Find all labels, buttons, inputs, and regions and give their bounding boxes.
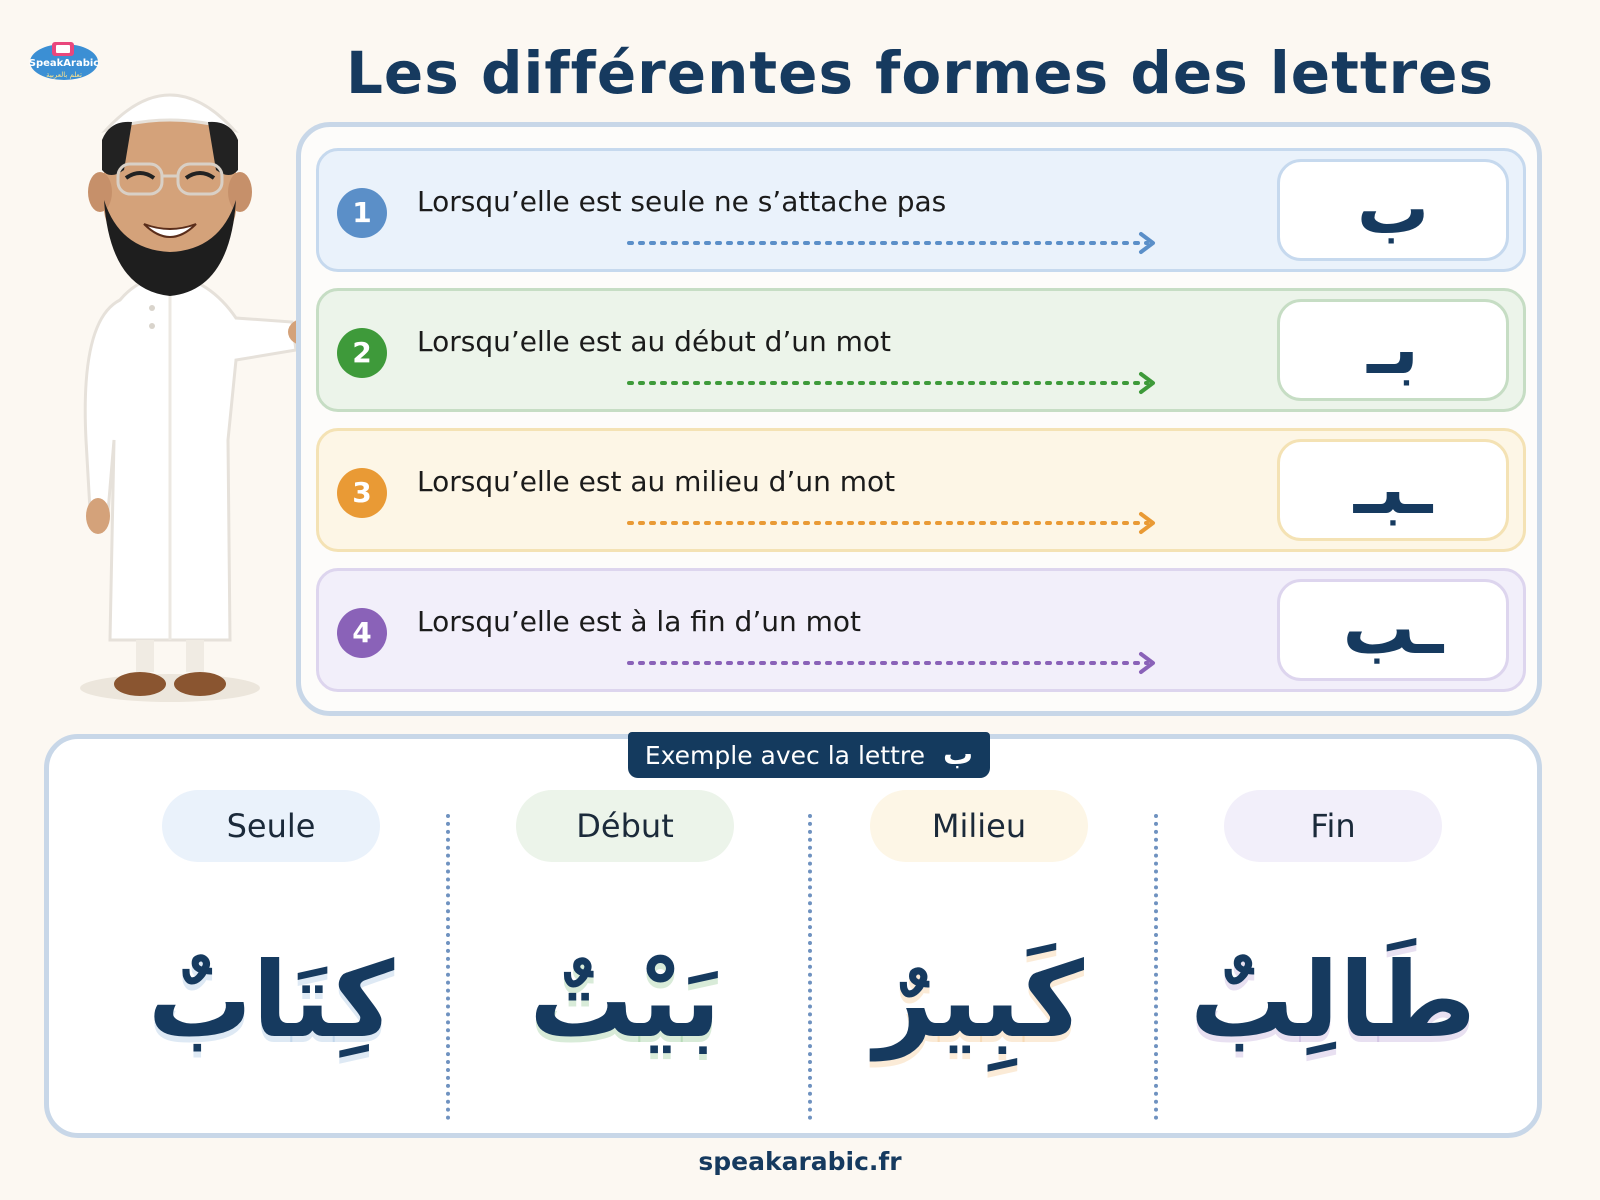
step-number-badge: 1 [337, 188, 387, 238]
form-row-medial [316, 428, 1526, 552]
page-title: Les différentes formes des lettres [345, 39, 1495, 107]
column-divider [808, 814, 812, 1120]
form-description: Lorsqu’elle est au début d’un mot [417, 325, 892, 358]
example-word-medial: كَبِيرٌ [873, 939, 1085, 1061]
dotted-arrow-icon [625, 371, 1165, 395]
column-label-medial: Milieu [870, 790, 1088, 862]
step-number-badge: 3 [337, 468, 387, 518]
website-footer[interactable]: speakarabic.fr [698, 1147, 902, 1176]
example-word-initial: بَيْتٌ [529, 939, 721, 1061]
form-description: Lorsqu’elle est au milieu d’un mot [417, 465, 896, 498]
letter-form-card: ـبـ [1277, 439, 1509, 541]
step-number-badge: 2 [337, 328, 387, 378]
dotted-arrow-icon [625, 231, 1165, 255]
letter-form-card: ـب [1277, 579, 1509, 681]
letter-form-card: بـ [1277, 299, 1509, 401]
column-label-final: Fin [1224, 790, 1442, 862]
form-row-initial [316, 288, 1526, 412]
form-row-final [316, 568, 1526, 692]
form-row-isolated [316, 148, 1526, 272]
dotted-arrow-icon [625, 511, 1165, 535]
step-number-badge: 4 [337, 608, 387, 658]
column-label-isolated: Seule [162, 790, 380, 862]
example-word-isolated: كِتَابٌ [147, 939, 395, 1061]
example-letter: ب [942, 737, 974, 772]
svg-text:SpeakArabic: SpeakArabic [28, 58, 100, 69]
form-description: Lorsqu’elle est à la fin d’un mot [417, 605, 861, 638]
dotted-arrow-icon [625, 651, 1165, 675]
column-divider [1154, 814, 1158, 1120]
letter-form-card: ب [1277, 159, 1509, 261]
example-header [628, 732, 990, 778]
form-description: Lorsqu’elle est seule ne s’attache pas [417, 185, 947, 218]
column-label-initial: Début [516, 790, 734, 862]
svg-text:تعلم بالعربية: تعلم بالعربية [46, 71, 82, 79]
column-divider [446, 814, 450, 1120]
example-label: Exemple avec la lettre [644, 741, 925, 770]
example-word-final: طَالِبٌ [1189, 939, 1477, 1061]
